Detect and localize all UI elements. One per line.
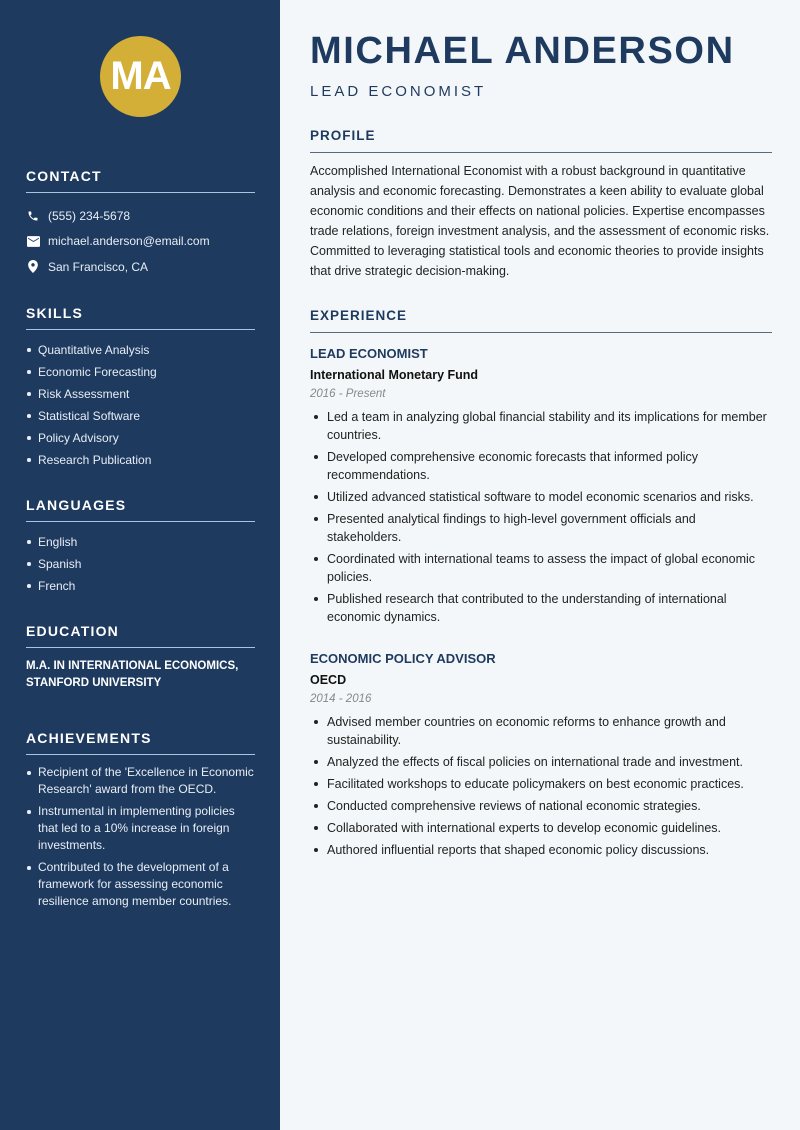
contact-list bbox=[26, 203, 255, 280]
job-entry bbox=[310, 651, 772, 863]
experience-section bbox=[310, 308, 772, 333]
skill-item: Research Publication bbox=[26, 449, 255, 471]
contact-item-email bbox=[26, 229, 255, 255]
job-bullet: Conducted comprehensive reviews of national economic strategies. bbox=[310, 797, 772, 815]
email-text[interactable]: michael.anderson@email.com bbox=[48, 234, 210, 249]
skills-list bbox=[26, 339, 255, 471]
job-bullet: Advised member countries on economic reforms to enhance growth and sustainability. bbox=[310, 713, 772, 749]
email-icon bbox=[26, 234, 40, 248]
profile-section bbox=[310, 128, 772, 281]
job-bullet: Utilized advanced statistical software to model economic scenarios and risks. bbox=[310, 488, 772, 506]
languages-section bbox=[26, 497, 255, 597]
job-bullets bbox=[310, 408, 772, 626]
job-entry bbox=[310, 346, 772, 630]
job-bullet: Coordinated with international teams to assess the impact of global economic policies. bbox=[310, 550, 772, 586]
skill-item: Economic Forecasting bbox=[26, 361, 255, 383]
job-bullet: Presented analytical findings to high-level government officials and stakeholders. bbox=[310, 510, 772, 546]
skill-item: Policy Advisory bbox=[26, 427, 255, 449]
job-bullet: Developed comprehensive economic forecasts that informed policy recommendations. bbox=[310, 448, 772, 484]
job-company: OECD bbox=[310, 673, 347, 687]
phone-icon bbox=[26, 209, 40, 223]
achievement-item: Contributed to the development of a framework for assessing economic resilience among member countries. bbox=[26, 859, 255, 910]
profile-text: Accomplished International Economist with a robust background in quantitative analysis and economic forecasting. Demonstrates a keen ability to evaluate global economic conditions and their effects on national policies. Expertise encompasses trade relations, foreign investment analysis, and the assessment of economic risks. Committed to leveraging statistical tools and economic theories to provide insights that drive strategic decision-making. bbox=[310, 164, 770, 278]
language-item: French bbox=[26, 575, 255, 597]
contact-item-location bbox=[26, 254, 255, 280]
achievements-list bbox=[26, 764, 255, 910]
job-bullet: Published research that contributed to the understanding of international economic dynamics. bbox=[310, 590, 772, 626]
candidate-title: LEAD ECONOMIST bbox=[310, 83, 487, 100]
section-heading: CONTACT bbox=[26, 168, 255, 193]
achievement-item: Recipient of the 'Excellence in Economic Research' award from the OECD. bbox=[26, 764, 255, 798]
section-heading: ACHIEVEMENTS bbox=[26, 730, 255, 755]
section-heading: SKILLS bbox=[26, 305, 255, 330]
section-heading: LANGUAGES bbox=[26, 497, 255, 522]
phone-text[interactable]: (555) 234-5678 bbox=[48, 208, 131, 223]
section-heading: EXPERIENCE bbox=[310, 308, 772, 333]
avatar bbox=[100, 36, 181, 117]
location-pin-icon bbox=[26, 260, 40, 274]
education-degree: M.A. IN INTERNATIONAL ECONOMICS, STANFORD UNIVERSITY bbox=[26, 660, 239, 689]
contact-section bbox=[26, 168, 255, 280]
achievements-section bbox=[26, 730, 255, 915]
job-dates: 2016 - Present bbox=[310, 388, 386, 400]
job-bullet: Analyzed the effects of fiscal policies on international trade and investment. bbox=[310, 753, 772, 771]
location-text: San Francisco, CA bbox=[48, 259, 149, 274]
section-heading: EDUCATION bbox=[26, 623, 255, 648]
languages-list bbox=[26, 531, 255, 597]
job-bullets bbox=[310, 713, 772, 859]
job-bullet: Facilitated workshops to educate policymakers on best economic practices. bbox=[310, 775, 772, 793]
education-section bbox=[26, 623, 255, 692]
job-title: ECONOMIC POLICY ADVISOR bbox=[310, 651, 496, 666]
job-dates: 2014 - 2016 bbox=[310, 693, 372, 705]
job-bullet: Led a team in analyzing global financial stability and its implications for member countries. bbox=[310, 408, 772, 444]
skill-item: Risk Assessment bbox=[26, 383, 255, 405]
contact-item-phone bbox=[26, 203, 255, 229]
avatar-initials: MA bbox=[110, 54, 171, 98]
job-company: International Monetary Fund bbox=[310, 368, 479, 382]
skill-item: Quantitative Analysis bbox=[26, 339, 255, 361]
job-bullet: Authored influential reports that shaped economic policy discussions. bbox=[310, 841, 772, 859]
section-heading: PROFILE bbox=[310, 128, 772, 153]
candidate-name: MICHAEL ANDERSON bbox=[310, 30, 735, 72]
language-item: Spanish bbox=[26, 553, 255, 575]
job-bullet: Collaborated with international experts to develop economic guidelines. bbox=[310, 819, 772, 837]
job-title: LEAD ECONOMIST bbox=[310, 346, 428, 361]
sidebar bbox=[0, 0, 280, 1130]
skills-section bbox=[26, 305, 255, 471]
language-item: English bbox=[26, 531, 255, 553]
skill-item: Statistical Software bbox=[26, 405, 255, 427]
achievement-item: Instrumental in implementing policies that led to a 10% increase in foreign investments. bbox=[26, 803, 255, 854]
